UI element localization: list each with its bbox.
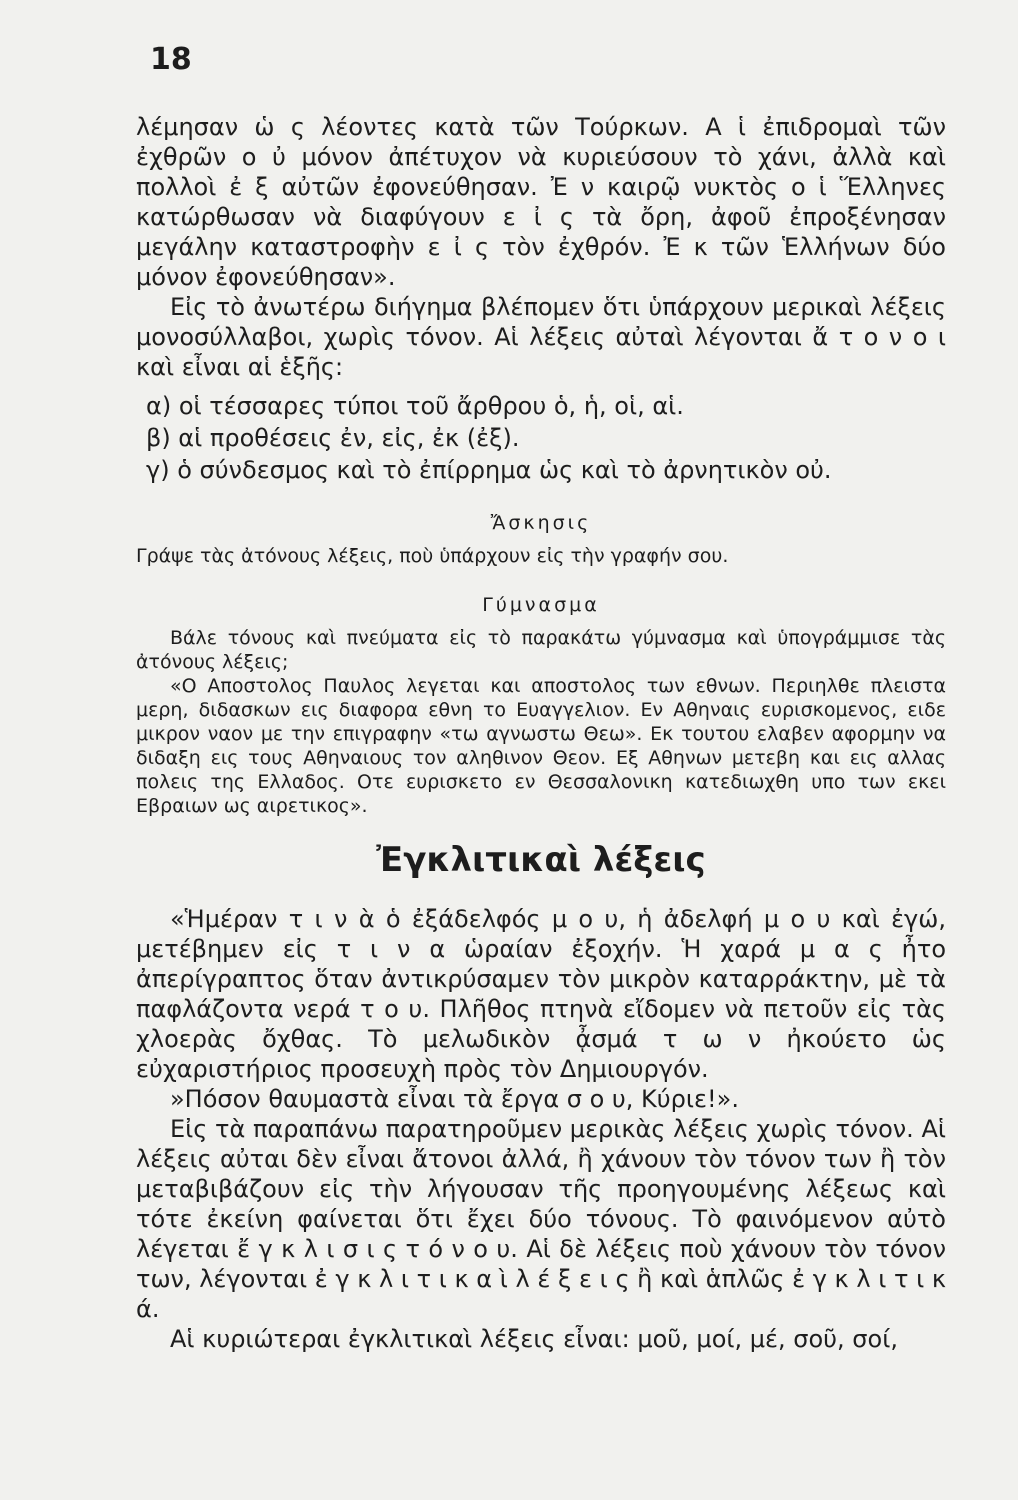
paragraph-atona-intro: Εἰς τὸ ἀνωτέρω διήγημα βλέπομεν ὅτι ὑπάρχουν μερικαὶ λέξεις μονοσύλλαβοι, χωρὶς τόνον. Αἱ λέξεις αὐταὶ λέγονται ἄ τ ο ν ο ι καὶ εἶναι αἱ ἑξῆς:	[136, 293, 946, 381]
paragraph-exclamation: »Πόσον θαυμαστὰ εἶναι τὰ ἔργα σ ο υ, Κύριε!».	[170, 1085, 739, 1113]
list-item: γ) ὁ σύνδεσμος καὶ τὸ ἐπίρρημα ὡς καὶ τὸ ἀρνητικὸν οὐ.	[146, 456, 832, 484]
section-title: Ἐγκλιτικαὶ λέξεις	[376, 840, 706, 880]
paragraph-story-end: λέμησαν ὡ ς λέοντες κατὰ τῶν Τούρκων. Α ἱ ἐπιδρομαὶ τῶν ἐχθρῶν ο ὐ μόνον ἀπέτυχον νὰ κυριεύσουν τὸ χάνι, ἀλλὰ καὶ πολλοὶ ἐ ξ αὐτῶν ἐφονεύθησαν. Ἐ ν καιρῷ νυκτὸς ο ἱ Ἕλληνες κατώρθωσαν νὰ διαφύγουν ε ἰ ς τὰ ὄρη, ἀφοῦ ἐπροξένησαν μεγάλην καταστροφὴν ε ἰ ς τὸν ἐχθρόν. Ἐ κ τῶν Ἑλλήνων δύο μόνον ἐφονεύθησαν».	[136, 113, 946, 291]
text-block	[136, 112, 946, 1354]
paragraph-story: «Ἡμέραν τ ι ν ὰ ὁ ἐξάδελφός μ ο υ, ἡ ἀδελφή μ ο υ καὶ ἐγώ, μετέβημεν εἰς τ ι ν α ὡραίαν ἐξοχήν. Ἡ χαρά μ α ς ἦτο ἀπερίγραπτος ὅταν ἀντικρύσαμεν τὸν μικρὸν καταρράκτην, μὲ τὰ παφλάζοντα νερά τ ο υ. Πλῆθος πτηνὰ εἴδομεν νὰ πετοῦν εἰς τὰς χλοερὰς ὄχθας. Τὸ μελωδικὸν ᾆσμά τ ω ν ἠκούετο ὡς εὐχαριστήριος προσευχὴ πρὸς τὸν Δημιουργόν.	[136, 905, 946, 1083]
exercise-heading: Ἄσκησις	[490, 512, 592, 534]
gymnasma-intro: Βάλε τόνους καὶ πνεύματα εἰς τὸ παρακάτω γύμνασμα καὶ ὑπογράμμισε τὰς ἀτόνους λέξεις;	[136, 627, 946, 673]
list-item: β) αἱ προθέσεις ἐν, εἰς, ἐκ (ἐξ).	[146, 424, 520, 452]
paragraph-enklitika-list: Αἱ κυριώτεραι ἐγκλιτικαὶ λέξεις εἶναι: μοῦ, μοί, μέ, σοῦ, σοί,	[170, 1325, 898, 1353]
gymnasma-text: «Ο Αποστολος Παυλος λεγεται και αποστολος των εθνων. Περιηλθε πλειστα μερη, διδασκων εις διαφορα εθνη το Ευαγγελιον. Εν Αθηναις ευρισκομενος, ειδε μικρον ναον με την επιγραφην «τω αγνωστω Θεω». Εκ τουτου ελαβεν αφορμην να διδαξη εις τους Αθηναιους τον αληθινον Θεον. Εξ Αθηνων μετεβη και εις αλλας πολεις της Ελλαδος. Οτε ευρισκετο εν Θεσσαλονικη κατεδιωχθη υπο των εκει Εβραιων ως αιρετικος».	[136, 675, 946, 817]
paragraph-enklisis: Εἰς τὰ παραπάνω παρατηροῦμεν μερικὰς λέξεις χωρὶς τόνον. Αἱ λέξεις αὐται δὲν εἶναι ἄτονοι ἀλλά, ἢ χάνουν τὸν τόνον των ἢ τὸν μεταβιβάζουν εἰς τὴν λήγουσαν τῆς προηγουμένης λέξεως καὶ τότε ἐκείνη φαίνεται ὅτι ἔχει δύο τόνους. Τὸ φαινόμενον αὐτὸ λέγεται ἔ γ κ λ ι σ ι ς τ ό ν ο υ. Αἱ δὲ λέξεις ποὺ χάνουν τὸν τόνον των, λέγονται ἐ γ κ λ ι τ ι κ α ὶ λ έ ξ ε ι ς ἢ καὶ ἁπλῶς ἐ γ κ λ ι τ ι κ ά.	[136, 1115, 946, 1323]
exercise-text: Γράψε τὰς ἀτόνους λέξεις, ποὺ ὑπάρχουν εἰς τὴν γραφήν σου.	[136, 545, 729, 567]
list-item: α) οἱ τέσσαρες τύποι τοῦ ἄρθρου ὁ, ἡ, οἱ, αἱ.	[146, 392, 684, 420]
atona-list	[136, 390, 946, 486]
page-number: 18	[150, 42, 192, 77]
gymnasma-heading: Γύμνασμα	[482, 594, 600, 616]
